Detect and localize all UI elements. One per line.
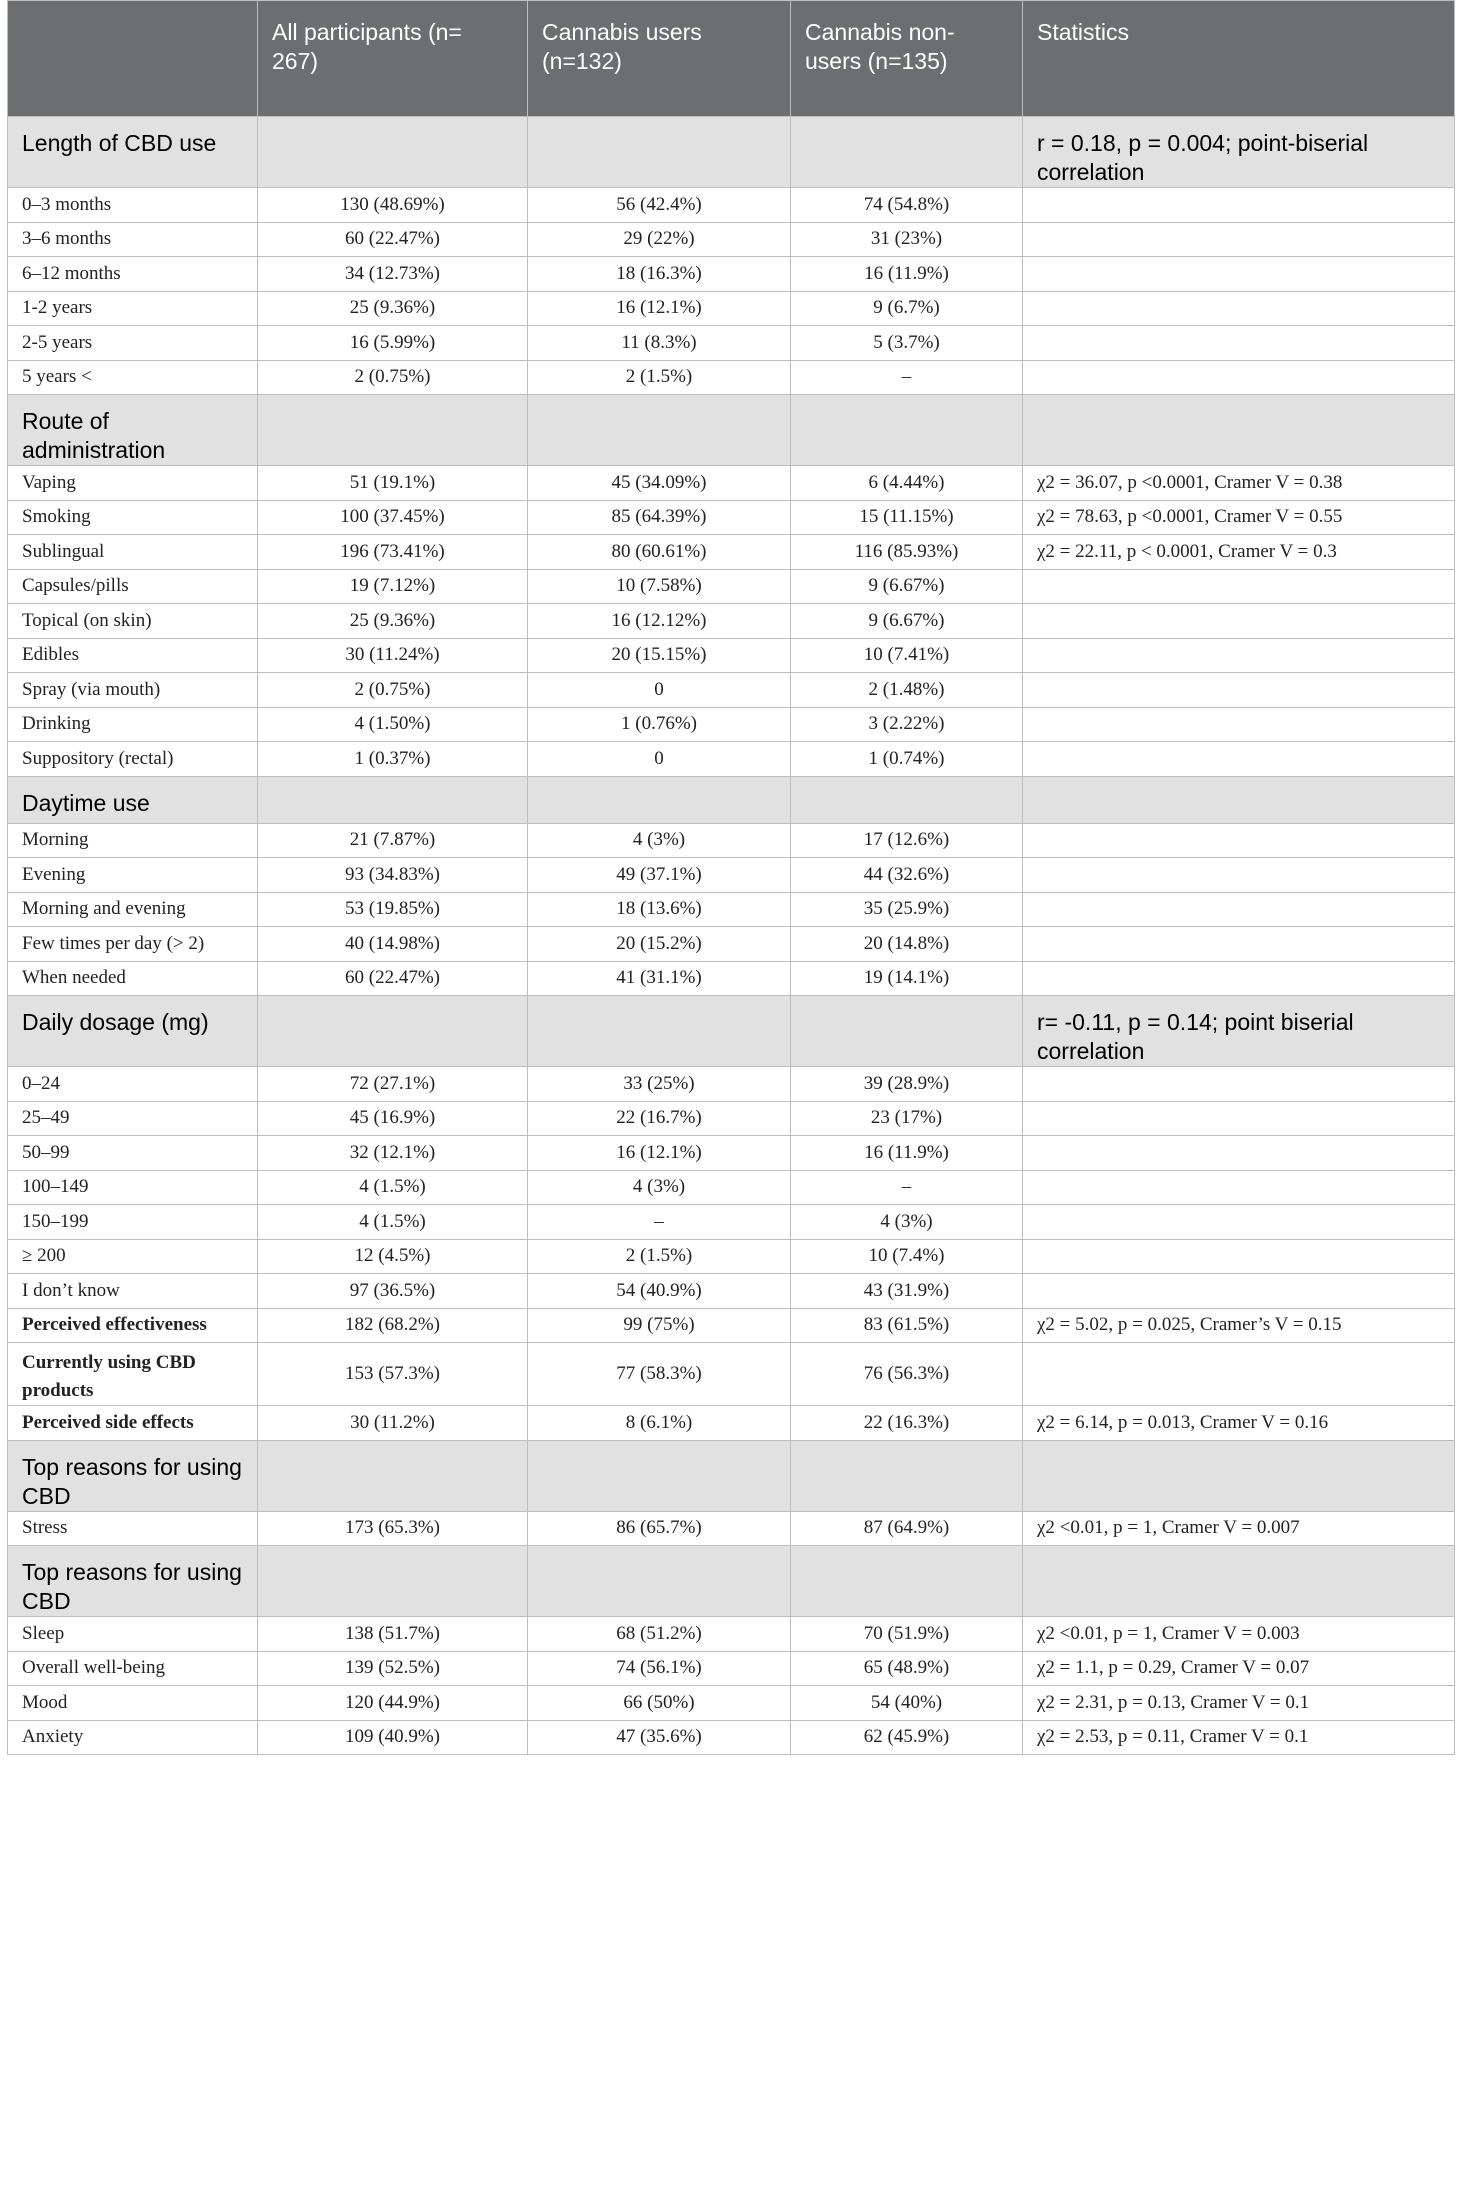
- cell-all-participants: 60 (22.47%): [258, 961, 528, 996]
- cell-all-participants: 100 (37.45%): [258, 500, 528, 535]
- cell-cannabis-users: 16 (12.12%): [528, 604, 791, 639]
- section-label-text: Top reasons for using CBD: [22, 1559, 242, 1614]
- table-row: [8, 1406, 1455, 1441]
- cell-statistics: [1023, 188, 1455, 223]
- cell-cannabis-non-users: 4 (3%): [791, 1205, 1023, 1240]
- cell-statistics: [1023, 360, 1455, 395]
- row-label: 100–149: [8, 1170, 258, 1205]
- row-label: 5 years <: [8, 360, 258, 395]
- cell-cannabis-users: 41 (31.1%): [528, 961, 791, 996]
- cell-statistics: [1023, 1239, 1455, 1274]
- table-row: [8, 1101, 1455, 1136]
- table-row: [8, 1617, 1455, 1652]
- row-label: Drinking: [8, 707, 258, 742]
- cell-cannabis-non-users: 65 (48.9%): [791, 1651, 1023, 1686]
- cell-cannabis-non-users: 9 (6.7%): [791, 291, 1023, 326]
- cell-cannabis-non-users: 70 (51.9%): [791, 1617, 1023, 1652]
- section-label: [8, 996, 258, 1067]
- cell-all-participants: 153 (57.3%): [258, 1343, 528, 1406]
- section-label-text: Route of administration: [22, 408, 166, 463]
- section-row: [8, 395, 1455, 466]
- table-row: [8, 500, 1455, 535]
- cell-statistics: χ2 <0.01, p = 1, Cramer V = 0.003: [1023, 1617, 1455, 1652]
- table-row: [8, 326, 1455, 361]
- table-row: [8, 638, 1455, 673]
- table-row: [8, 569, 1455, 604]
- row-label: Sleep: [8, 1617, 258, 1652]
- row-label: Smoking: [8, 500, 258, 535]
- row-label: Edibles: [8, 638, 258, 673]
- cell-statistics: [1023, 1343, 1455, 1406]
- header-row: [8, 1, 1455, 117]
- cell-statistics: [1023, 673, 1455, 708]
- cell-all-participants: 173 (65.3%): [258, 1511, 528, 1546]
- row-label: Perceived effectiveness: [8, 1308, 258, 1343]
- table-row: [8, 961, 1455, 996]
- cell-cannabis-users: 47 (35.6%): [528, 1720, 791, 1755]
- section-empty-cell: [791, 1546, 1023, 1617]
- cell-cannabis-users: 10 (7.58%): [528, 569, 791, 604]
- cell-cannabis-users: 0: [528, 673, 791, 708]
- cell-cannabis-users: 80 (60.61%): [528, 535, 791, 570]
- section-empty-cell: [791, 395, 1023, 466]
- cell-statistics: [1023, 823, 1455, 858]
- table-row: [8, 823, 1455, 858]
- cell-cannabis-non-users: 62 (45.9%): [791, 1720, 1023, 1755]
- cell-cannabis-users: 74 (56.1%): [528, 1651, 791, 1686]
- row-label: Morning: [8, 823, 258, 858]
- cell-all-participants: 4 (1.5%): [258, 1170, 528, 1205]
- cell-cannabis-users: 20 (15.15%): [528, 638, 791, 673]
- cell-cannabis-non-users: 5 (3.7%): [791, 326, 1023, 361]
- section-label-text: Length of CBD use: [22, 130, 217, 156]
- section-statistics-text: r= -0.11, p = 0.14; point biserial correlation: [1037, 1009, 1354, 1064]
- row-label: Sublingual: [8, 535, 258, 570]
- section-statistics-text: [1037, 1441, 1440, 1453]
- table-row: [8, 1651, 1455, 1686]
- row-label: Capsules/pills: [8, 569, 258, 604]
- cell-cannabis-non-users: 9 (6.67%): [791, 569, 1023, 604]
- cell-all-participants: 4 (1.5%): [258, 1205, 528, 1240]
- cell-statistics: [1023, 604, 1455, 639]
- cell-cannabis-non-users: 1 (0.74%): [791, 742, 1023, 777]
- cell-cannabis-non-users: 10 (7.4%): [791, 1239, 1023, 1274]
- row-label: Mood: [8, 1686, 258, 1721]
- cell-cannabis-users: 16 (12.1%): [528, 1136, 791, 1171]
- cell-all-participants: 34 (12.73%): [258, 257, 528, 292]
- cell-statistics: [1023, 927, 1455, 962]
- section-empty-cell: [528, 395, 791, 466]
- table-row: [8, 291, 1455, 326]
- cell-cannabis-users: 68 (51.2%): [528, 1617, 791, 1652]
- row-label: Morning and evening: [8, 892, 258, 927]
- section-empty-cell: [528, 117, 791, 188]
- section-empty-cell: [791, 1440, 1023, 1511]
- cell-cannabis-non-users: 10 (7.41%): [791, 638, 1023, 673]
- section-statistics: [1023, 996, 1455, 1067]
- cell-statistics: χ2 = 78.63, p <0.0001, Cramer V = 0.55: [1023, 500, 1455, 535]
- row-label: Spray (via mouth): [8, 673, 258, 708]
- cell-statistics: [1023, 257, 1455, 292]
- cell-all-participants: 40 (14.98%): [258, 927, 528, 962]
- table-row: [8, 673, 1455, 708]
- table-row: [8, 1308, 1455, 1343]
- cell-statistics: [1023, 1067, 1455, 1102]
- cell-cannabis-non-users: 23 (17%): [791, 1101, 1023, 1136]
- section-row: [8, 776, 1455, 823]
- table-row: [8, 742, 1455, 777]
- cell-all-participants: 4 (1.50%): [258, 707, 528, 742]
- cell-statistics: [1023, 858, 1455, 893]
- section-label: [8, 395, 258, 466]
- cell-cannabis-users: 18 (16.3%): [528, 257, 791, 292]
- row-label: Suppository (rectal): [8, 742, 258, 777]
- cell-cannabis-non-users: 16 (11.9%): [791, 257, 1023, 292]
- cell-cannabis-users: 11 (8.3%): [528, 326, 791, 361]
- cell-statistics: [1023, 638, 1455, 673]
- cell-cannabis-users: 22 (16.7%): [528, 1101, 791, 1136]
- row-label: 25–49: [8, 1101, 258, 1136]
- table-row: [8, 892, 1455, 927]
- cell-statistics: χ2 = 2.31, p = 0.13, Cramer V = 0.1: [1023, 1686, 1455, 1721]
- cell-cannabis-non-users: 39 (28.9%): [791, 1067, 1023, 1102]
- header-cannabis-users: Cannabis users (n=132): [528, 1, 791, 117]
- cell-all-participants: 139 (52.5%): [258, 1651, 528, 1686]
- cell-all-participants: 196 (73.41%): [258, 535, 528, 570]
- cell-statistics: χ2 <0.01, p = 1, Cramer V = 0.007: [1023, 1511, 1455, 1546]
- cell-cannabis-users: 45 (34.09%): [528, 466, 791, 501]
- cell-cannabis-users: 16 (12.1%): [528, 291, 791, 326]
- header-cannabis-non-users: Cannabis non-users (n=135): [791, 1, 1023, 117]
- section-statistics: [1023, 776, 1455, 823]
- section-row: [8, 1546, 1455, 1617]
- section-label-text: Daily dosage (mg): [22, 1009, 209, 1035]
- cell-statistics: [1023, 892, 1455, 927]
- table-row: [8, 1067, 1455, 1102]
- table-row: [8, 466, 1455, 501]
- section-label-text: Top reasons for using CBD: [22, 1453, 242, 1509]
- section-statistics: [1023, 1546, 1455, 1617]
- row-label: Evening: [8, 858, 258, 893]
- row-label: I don’t know: [8, 1274, 258, 1309]
- section-statistics-text: r = 0.18, p = 0.004; point-biserial correlation: [1037, 130, 1369, 185]
- cell-cannabis-users: 4 (3%): [528, 823, 791, 858]
- cell-statistics: [1023, 1205, 1455, 1240]
- cell-cannabis-users: 33 (25%): [528, 1067, 791, 1102]
- cell-all-participants: 30 (11.24%): [258, 638, 528, 673]
- cell-all-participants: 25 (9.36%): [258, 291, 528, 326]
- section-row: [8, 1440, 1455, 1511]
- row-label: Anxiety: [8, 1720, 258, 1755]
- table-row: [8, 1511, 1455, 1546]
- row-label: 150–199: [8, 1205, 258, 1240]
- section-empty-cell: [258, 1440, 528, 1511]
- cell-cannabis-non-users: 54 (40%): [791, 1686, 1023, 1721]
- cell-all-participants: 21 (7.87%): [258, 823, 528, 858]
- cell-cannabis-non-users: 87 (64.9%): [791, 1511, 1023, 1546]
- table-row: [8, 1205, 1455, 1240]
- cell-statistics: [1023, 326, 1455, 361]
- row-label: Perceived side effects: [8, 1406, 258, 1441]
- cell-cannabis-non-users: 17 (12.6%): [791, 823, 1023, 858]
- section-empty-cell: [258, 395, 528, 466]
- row-label: Currently using CBD products: [8, 1343, 258, 1406]
- row-label: Topical (on skin): [8, 604, 258, 639]
- cell-cannabis-users: 18 (13.6%): [528, 892, 791, 927]
- cell-cannabis-users: 99 (75%): [528, 1308, 791, 1343]
- cell-all-participants: 51 (19.1%): [258, 466, 528, 501]
- table-row: [8, 535, 1455, 570]
- cell-cannabis-users: 29 (22%): [528, 222, 791, 257]
- cell-all-participants: 2 (0.75%): [258, 360, 528, 395]
- table-row: [8, 257, 1455, 292]
- section-statistics-text: [1037, 777, 1440, 789]
- cell-cannabis-users: 54 (40.9%): [528, 1274, 791, 1309]
- cell-all-participants: 32 (12.1%): [258, 1136, 528, 1171]
- header-empty-cell: [8, 1, 258, 117]
- cell-cannabis-users: 2 (1.5%): [528, 1239, 791, 1274]
- cell-all-participants: 182 (68.2%): [258, 1308, 528, 1343]
- row-label: 2-5 years: [8, 326, 258, 361]
- table-row: [8, 858, 1455, 893]
- cell-cannabis-non-users: 83 (61.5%): [791, 1308, 1023, 1343]
- table-row: [8, 360, 1455, 395]
- cell-cannabis-non-users: 2 (1.48%): [791, 673, 1023, 708]
- cell-statistics: χ2 = 36.07, p <0.0001, Cramer V = 0.38: [1023, 466, 1455, 501]
- section-statistics-text: [1037, 1546, 1440, 1558]
- cell-statistics: χ2 = 22.11, p < 0.0001, Cramer V = 0.3: [1023, 535, 1455, 570]
- section-row: [8, 996, 1455, 1067]
- table-body: [8, 117, 1455, 1755]
- cell-statistics: χ2 = 2.53, p = 0.11, Cramer V = 0.1: [1023, 1720, 1455, 1755]
- table-row: [8, 707, 1455, 742]
- section-statistics: [1023, 395, 1455, 466]
- cell-cannabis-non-users: 9 (6.67%): [791, 604, 1023, 639]
- section-statistics: [1023, 1440, 1455, 1511]
- row-label: Overall well-being: [8, 1651, 258, 1686]
- section-empty-cell: [258, 117, 528, 188]
- section-label: [8, 117, 258, 188]
- cell-all-participants: 109 (40.9%): [258, 1720, 528, 1755]
- table-row: [8, 1136, 1455, 1171]
- cell-all-participants: 53 (19.85%): [258, 892, 528, 927]
- cell-statistics: [1023, 1170, 1455, 1205]
- table-row: [8, 222, 1455, 257]
- header-all-participants: All participants (n= 267): [258, 1, 528, 117]
- row-label: 0–24: [8, 1067, 258, 1102]
- cell-statistics: [1023, 1101, 1455, 1136]
- cell-cannabis-users: 85 (64.39%): [528, 500, 791, 535]
- cell-cannabis-users: 77 (58.3%): [528, 1343, 791, 1406]
- cell-statistics: [1023, 742, 1455, 777]
- cell-cannabis-users: 20 (15.2%): [528, 927, 791, 962]
- table-row: [8, 1686, 1455, 1721]
- table-row: [8, 604, 1455, 639]
- table-row: [8, 1274, 1455, 1309]
- cell-all-participants: 72 (27.1%): [258, 1067, 528, 1102]
- cell-cannabis-users: –: [528, 1205, 791, 1240]
- table-row: [8, 1170, 1455, 1205]
- cell-cannabis-non-users: 74 (54.8%): [791, 188, 1023, 223]
- cell-all-participants: 120 (44.9%): [258, 1686, 528, 1721]
- cell-statistics: [1023, 569, 1455, 604]
- section-empty-cell: [791, 996, 1023, 1067]
- section-statistics-text: [1037, 395, 1440, 407]
- cell-statistics: χ2 = 6.14, p = 0.013, Cramer V = 0.16: [1023, 1406, 1455, 1441]
- row-label: 3–6 months: [8, 222, 258, 257]
- section-empty-cell: [528, 776, 791, 823]
- section-statistics: [1023, 117, 1455, 188]
- section-empty-cell: [528, 1440, 791, 1511]
- section-label: [8, 1546, 258, 1617]
- cell-cannabis-non-users: 22 (16.3%): [791, 1406, 1023, 1441]
- table-row: [8, 1720, 1455, 1755]
- section-empty-cell: [258, 996, 528, 1067]
- row-label: Few times per day (> 2): [8, 927, 258, 962]
- table-row: [8, 1239, 1455, 1274]
- cell-all-participants: 130 (48.69%): [258, 188, 528, 223]
- cell-all-participants: 19 (7.12%): [258, 569, 528, 604]
- cell-cannabis-non-users: 15 (11.15%): [791, 500, 1023, 535]
- section-empty-cell: [528, 996, 791, 1067]
- table-row: [8, 1343, 1455, 1406]
- section-row: [8, 117, 1455, 188]
- cell-statistics: [1023, 222, 1455, 257]
- row-label: 50–99: [8, 1136, 258, 1171]
- cell-statistics: [1023, 1136, 1455, 1171]
- cell-all-participants: 60 (22.47%): [258, 222, 528, 257]
- cell-cannabis-non-users: 16 (11.9%): [791, 1136, 1023, 1171]
- cell-cannabis-users: 66 (50%): [528, 1686, 791, 1721]
- cell-cannabis-non-users: 35 (25.9%): [791, 892, 1023, 927]
- cell-cannabis-non-users: –: [791, 360, 1023, 395]
- cell-cannabis-users: 1 (0.76%): [528, 707, 791, 742]
- section-empty-cell: [528, 1546, 791, 1617]
- cell-cannabis-users: 86 (65.7%): [528, 1511, 791, 1546]
- row-label: ≥ 200: [8, 1239, 258, 1274]
- row-label: 1-2 years: [8, 291, 258, 326]
- header-statistics: Statistics: [1023, 1, 1455, 117]
- row-label: 0–3 months: [8, 188, 258, 223]
- cell-cannabis-users: 2 (1.5%): [528, 360, 791, 395]
- cell-all-participants: 138 (51.7%): [258, 1617, 528, 1652]
- table-row: [8, 927, 1455, 962]
- section-empty-cell: [258, 776, 528, 823]
- cell-cannabis-non-users: 31 (23%): [791, 222, 1023, 257]
- cell-cannabis-users: 4 (3%): [528, 1170, 791, 1205]
- cell-statistics: [1023, 961, 1455, 996]
- cell-statistics: [1023, 707, 1455, 742]
- section-empty-cell: [791, 776, 1023, 823]
- cell-all-participants: 16 (5.99%): [258, 326, 528, 361]
- cell-statistics: [1023, 1274, 1455, 1309]
- cell-statistics: [1023, 291, 1455, 326]
- cell-all-participants: 2 (0.75%): [258, 673, 528, 708]
- cell-cannabis-non-users: –: [791, 1170, 1023, 1205]
- cell-cannabis-non-users: 19 (14.1%): [791, 961, 1023, 996]
- cell-all-participants: 30 (11.2%): [258, 1406, 528, 1441]
- cell-cannabis-non-users: 3 (2.22%): [791, 707, 1023, 742]
- cell-all-participants: 1 (0.37%): [258, 742, 528, 777]
- cell-all-participants: 97 (36.5%): [258, 1274, 528, 1309]
- cell-all-participants: 12 (4.5%): [258, 1239, 528, 1274]
- cell-all-participants: 93 (34.83%): [258, 858, 528, 893]
- section-empty-cell: [791, 117, 1023, 188]
- cell-all-participants: 25 (9.36%): [258, 604, 528, 639]
- cell-all-participants: 45 (16.9%): [258, 1101, 528, 1136]
- cell-cannabis-non-users: 43 (31.9%): [791, 1274, 1023, 1309]
- section-label-text: Daytime use: [22, 789, 150, 816]
- cell-cannabis-non-users: 76 (56.3%): [791, 1343, 1023, 1406]
- cell-cannabis-non-users: 20 (14.8%): [791, 927, 1023, 962]
- table-row: [8, 188, 1455, 223]
- section-label: [8, 1440, 258, 1511]
- cell-statistics: χ2 = 1.1, p = 0.29, Cramer V = 0.07: [1023, 1651, 1455, 1686]
- section-label: [8, 776, 258, 823]
- cell-cannabis-non-users: 116 (85.93%): [791, 535, 1023, 570]
- section-empty-cell: [258, 1546, 528, 1617]
- cell-cannabis-users: 49 (37.1%): [528, 858, 791, 893]
- row-label: Stress: [8, 1511, 258, 1546]
- cell-statistics: χ2 = 5.02, p = 0.025, Cramer’s V = 0.15: [1023, 1308, 1455, 1343]
- cell-cannabis-users: 8 (6.1%): [528, 1406, 791, 1441]
- cell-cannabis-non-users: 6 (4.44%): [791, 466, 1023, 501]
- cell-cannabis-users: 56 (42.4%): [528, 188, 791, 223]
- row-label: When needed: [8, 961, 258, 996]
- cell-cannabis-users: 0: [528, 742, 791, 777]
- cell-cannabis-non-users: 44 (32.6%): [791, 858, 1023, 893]
- cbd-use-table: [7, 0, 1455, 1755]
- row-label: 6–12 months: [8, 257, 258, 292]
- row-label: Vaping: [8, 466, 258, 501]
